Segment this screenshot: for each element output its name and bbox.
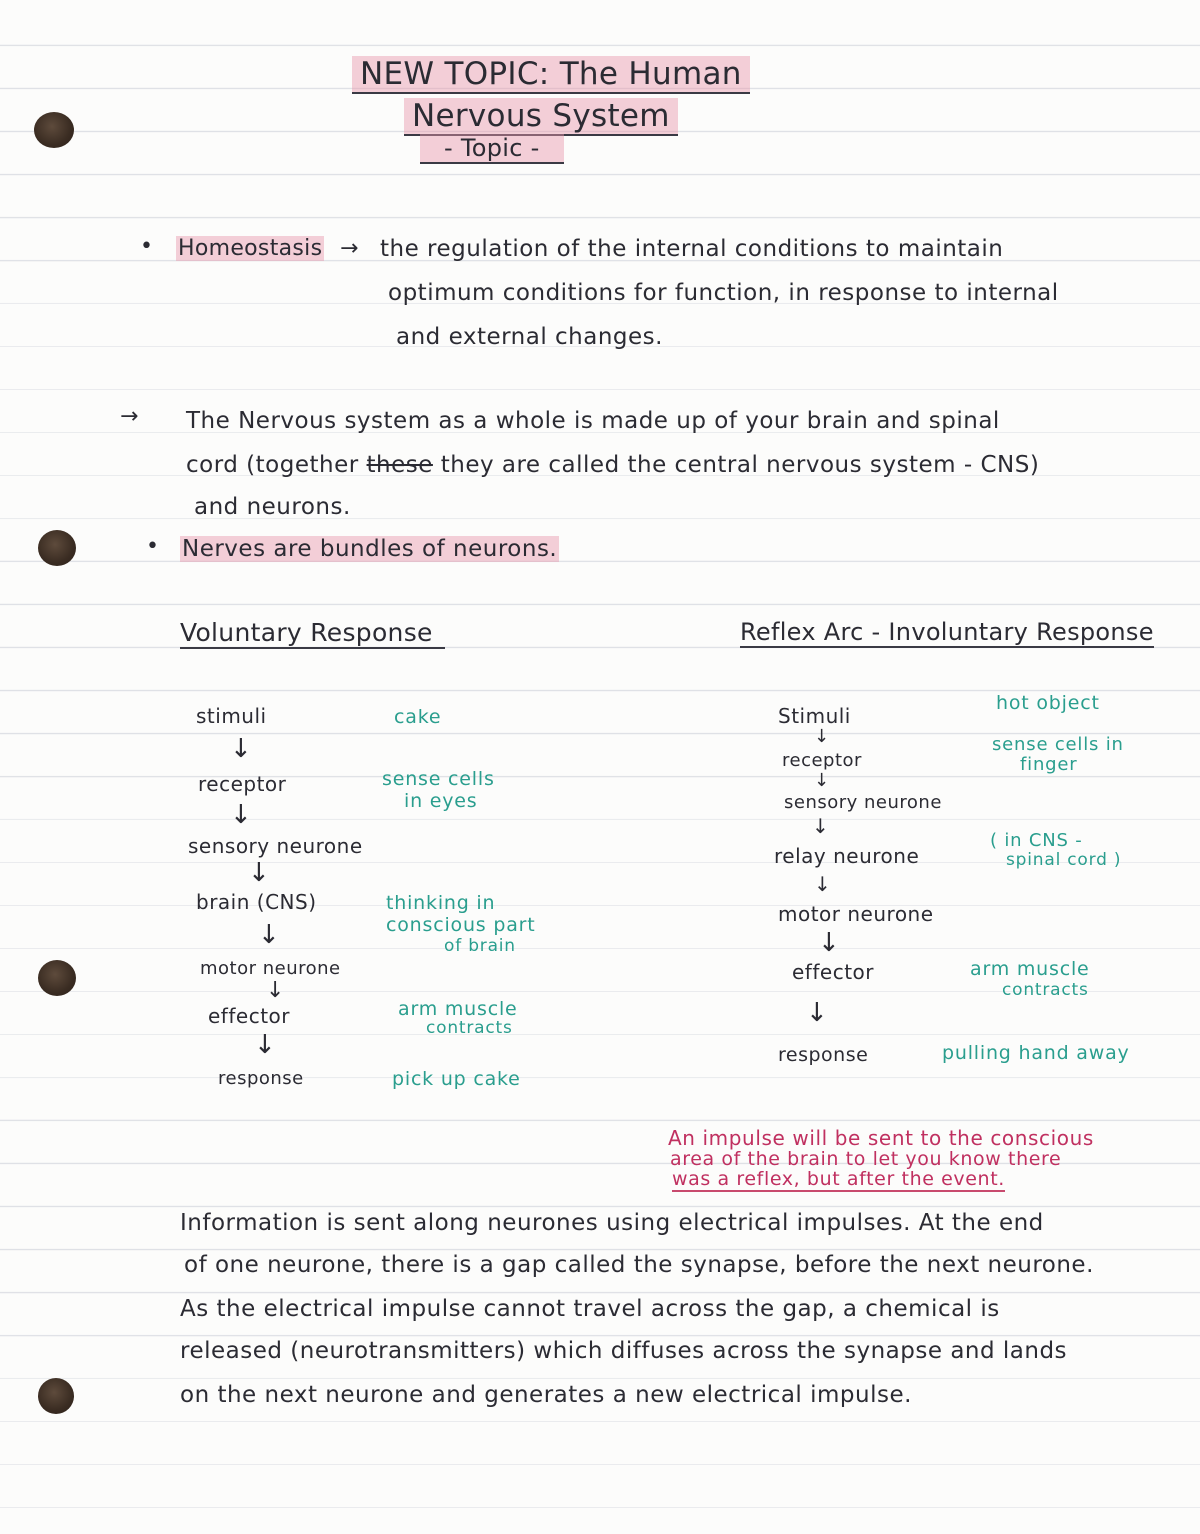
ref-example-finger: finger bbox=[1020, 754, 1078, 775]
binder-hole-4 bbox=[38, 1378, 74, 1414]
vol-example-sense: sense cells bbox=[382, 768, 495, 790]
reflex-heading: Reflex Arc - Involuntary Response bbox=[740, 618, 1154, 646]
synapse-line2: of one neurone, there is a gap called the synapse, before the next neurone. bbox=[184, 1252, 1094, 1278]
ref-step-receptor: receptor bbox=[782, 750, 862, 771]
nerves-definition bbox=[180, 536, 559, 562]
bullet-dot-2: • bbox=[146, 534, 160, 559]
ref-arrow-4: ↓ bbox=[814, 872, 831, 896]
ref-step-sensory: sensory neurone bbox=[784, 792, 942, 813]
binder-hole-1 bbox=[34, 112, 74, 148]
vol-step-effector: effector bbox=[208, 1004, 290, 1028]
vol-step-stimuli: stimuli bbox=[196, 704, 267, 728]
bullet-dot: • bbox=[140, 234, 154, 259]
ref-example-arm: arm muscle bbox=[970, 958, 1090, 980]
synapse-line3: As the electrical impulse cannot travel across the gap, a chemical is bbox=[180, 1296, 1000, 1322]
cns-line1: The Nervous system as a whole is made up of your brain and spinal bbox=[186, 408, 1000, 434]
impulse-note-line2: area of the brain to let you know there bbox=[670, 1148, 1062, 1170]
vol-example-arm: arm muscle bbox=[398, 998, 518, 1020]
page-title-line2: Nervous System bbox=[404, 98, 678, 136]
ref-arrow-3: ↓ bbox=[812, 814, 829, 838]
homeostasis-term-text: Homeostasis bbox=[178, 236, 323, 261]
struck-word: these bbox=[366, 452, 433, 478]
ref-step-effector: effector bbox=[792, 960, 874, 984]
homeostasis-term bbox=[176, 236, 324, 261]
ref-step-response: response bbox=[778, 1044, 869, 1066]
vol-step-receptor: receptor bbox=[198, 772, 287, 796]
vol-example-thinking: thinking in bbox=[386, 892, 496, 914]
ref-arrow-2: ↓ bbox=[814, 770, 830, 791]
vol-arrow-6: ↓ bbox=[254, 1030, 276, 1060]
vol-example-brain: of brain bbox=[444, 936, 516, 956]
vol-arrow-3: ↓ bbox=[248, 858, 270, 888]
ref-step-motor: motor neurone bbox=[778, 902, 934, 926]
cns-line2 bbox=[186, 452, 1039, 478]
vol-step-response: response bbox=[218, 1068, 304, 1089]
ref-example-hot: hot object bbox=[996, 692, 1100, 714]
margin-arrow: → bbox=[120, 404, 139, 429]
ref-example-sense: sense cells in bbox=[992, 734, 1124, 755]
ref-example-cord: spinal cord ) bbox=[1006, 850, 1122, 870]
vol-step-brain: brain (CNS) bbox=[196, 890, 317, 914]
vol-example-conscious: conscious part bbox=[386, 914, 536, 936]
vol-example-pickup: pick up cake bbox=[392, 1068, 521, 1090]
vol-step-motor: motor neurone bbox=[200, 958, 341, 979]
ref-arrow-6: ↓ bbox=[806, 998, 828, 1028]
impulse-note-line3: was a reflex, but after the event. bbox=[672, 1168, 1005, 1190]
vol-step-sensory: sensory neurone bbox=[188, 834, 363, 858]
vol-arrow-1: ↓ bbox=[230, 734, 252, 764]
nerves-definition-text: Nerves are bundles of neurons. bbox=[182, 536, 558, 562]
page-title: NEW TOPIC: The Human bbox=[352, 56, 750, 94]
binder-hole-3 bbox=[38, 960, 76, 996]
vol-arrow-4: ↓ bbox=[258, 920, 280, 950]
topic-label: - Topic - bbox=[420, 134, 564, 164]
vol-example-eyes: in eyes bbox=[404, 790, 478, 812]
homeostasis-def-line1: the regulation of the internal conditions to maintain bbox=[380, 236, 1004, 262]
impulse-note-line1: An impulse will be sent to the conscious bbox=[668, 1126, 1094, 1150]
ref-arrow-1: ↓ bbox=[814, 726, 830, 747]
synapse-line4: released (neurotransmitters) which diffuses across the synapse and lands bbox=[180, 1338, 1068, 1364]
binder-hole-2 bbox=[38, 530, 76, 566]
vol-example-cake: cake bbox=[394, 706, 442, 728]
ref-arrow-5: ↓ bbox=[818, 928, 840, 958]
cns-line2-end: they are called the central nervous system - CNS) bbox=[440, 452, 1040, 478]
synapse-line5: on the next neurone and generates a new electrical impulse. bbox=[180, 1382, 912, 1408]
voluntary-heading: Voluntary Response bbox=[180, 618, 445, 649]
homeostasis-def-line3: and external changes. bbox=[396, 324, 663, 350]
ref-step-stimuli: Stimuli bbox=[778, 704, 851, 728]
ref-example-pulling: pulling hand away bbox=[942, 1042, 1130, 1064]
definition-arrow: → bbox=[340, 236, 359, 261]
cns-line2-start: cord (together bbox=[186, 452, 359, 478]
synapse-line1: Information is sent along neurones using electrical impulses. At the end bbox=[180, 1210, 1044, 1236]
vol-arrow-5: ↓ bbox=[266, 978, 285, 1003]
ref-example-cns: ( in CNS - bbox=[990, 830, 1083, 851]
ref-step-relay: relay neurone bbox=[774, 844, 920, 868]
vol-example-contracts: contracts bbox=[426, 1018, 513, 1038]
vol-arrow-2: ↓ bbox=[230, 800, 252, 830]
cns-line3: and neurons. bbox=[194, 494, 351, 520]
homeostasis-def-line2: optimum conditions for function, in response to internal bbox=[388, 280, 1059, 306]
ref-example-contracts: contracts bbox=[1002, 980, 1089, 1000]
